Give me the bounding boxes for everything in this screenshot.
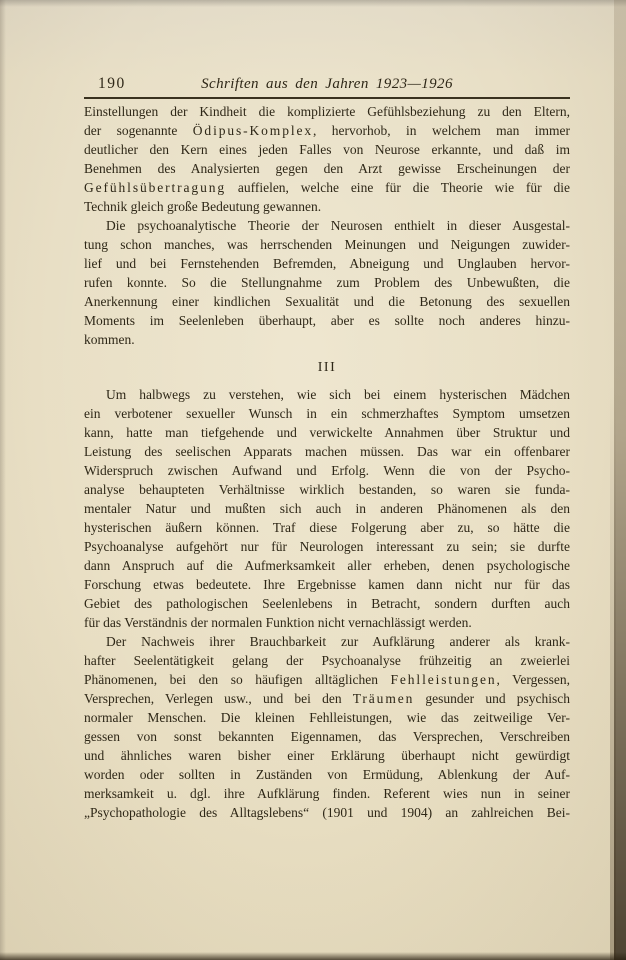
text-line: Anerkennung einer kindlichen Sexualität und die Betonung des sexuellen (84, 294, 570, 309)
text-line: Phänomenen, bei den so häufigen alltäglichen Fehlleistungen, Vergessen, (84, 672, 570, 687)
text-line: Gefühlsübertragung auffielen, welche eine für die Theorie wie für die (84, 180, 570, 195)
text-line: Gebiet des pathologischen Seelenlebens in Betracht, sondern durften auch (84, 596, 570, 611)
text-line: hafter Seelentätigkeit gelang der Psychoanalyse frühzeitig an zweierlei (84, 653, 570, 668)
text-line: Forschung etwas bedeutete. Ihre Ergebnisse kamen dann nicht nur für das (84, 577, 570, 592)
scan-edge-right-shadow (610, 384, 616, 960)
paragraph (84, 102, 570, 216)
text-line: Einstellungen der Kindheit die komplizierte Gefühlsbeziehung zu den Eltern, (84, 104, 570, 119)
page-number: 190 (98, 75, 126, 92)
running-header-title: Schriften aus den Jahren 1923—1926 (201, 76, 453, 92)
text-line: merksamkeit u. dgl. ihre Aufklärung finden. Referent wies nun in seiner (84, 786, 570, 801)
text-line: mentaler Natur und mußten sich auch in anderen Phänomenen als den (84, 501, 570, 516)
text-line: Psychoanalyse aufgehört nur für Neurologen interessant zu sein; sie durfte (84, 539, 570, 554)
scan-edge-left (0, 0, 6, 960)
text-line: deutlicher den Kern eines jeden Falles von Neurose erkannte, und daß im (84, 142, 570, 157)
running-header (84, 74, 570, 99)
text-line: und ähnliches waren bisher einer Erklärung überhaupt nicht gewürdigt (84, 748, 570, 763)
text-line: für das Verständnis der normalen Funktion nicht vernachlässigt werden. (84, 615, 472, 630)
text-line: Die psychoanalytische Theorie der Neurosen enthielt in dieser Ausgestal- (106, 218, 570, 233)
text-line: Benehmen des Analysierten gegen den Arzt gewisse Erscheinungen der (84, 161, 570, 176)
text-line: tung schon manches, was herrschenden Meinungen und Neigungen zuwider- (84, 237, 570, 252)
text-line: Der Nachweis ihrer Brauchbarkeit zur Aufklärung anderer als krank- (106, 634, 570, 649)
text-line: kann, hatte man tiefgehende und verwickelte Annahmen über Struktur und (84, 425, 570, 440)
text-line: normaler Menschen. Die kleinen Fehlleistungen, wie das zeitweilige Ver- (84, 710, 570, 725)
scan-edge-bottom (0, 952, 626, 960)
paragraph (84, 385, 570, 632)
letterspaced-word: Gefühlsübertragung (84, 180, 226, 195)
letterspaced-word: Träumen (352, 691, 415, 706)
text-line: Leistung des seelischen Apparats machen müssen. Das war ein offenbarer (84, 444, 570, 459)
text-line: gessen von sonst bekannten Eigennamen, das Versprechen, Verschreiben (84, 729, 570, 744)
text-line: Moments im Seelenleben überhaupt, aber es sollte noch anderes hinzu- (84, 313, 570, 328)
text-line: hysterischen äußern können. Traf diese Folgerung aber zu, so hätte die (84, 520, 570, 535)
paragraph (84, 216, 570, 349)
text-line: lief und bei Fernstehenden Befremden, Abneigung und Unglauben hervor- (84, 256, 570, 271)
letterspaced-word: Ödipus-Komplex (192, 123, 313, 138)
text-line: kommen. (84, 332, 135, 347)
text-line: analyse behaupteten Verhältnisse wirklich bestanden, so waren sie funda- (84, 482, 570, 497)
paragraph (84, 632, 570, 822)
text-line: rufen konnte. So die Stellungnahme zum Problem des Unbewußten, die (84, 275, 570, 290)
text-line: ein verbotener sexueller Wunsch in ein schmerzhaftes Symptom umsetzen (84, 406, 570, 421)
text-line: Technik gleich große Bedeutung gewannen. (84, 199, 322, 214)
section-heading: III (317, 360, 337, 375)
text-line: der sogenannte Ödipus-Komplex, hervorhob, in welchem man immer (84, 123, 570, 138)
scan-edge-top (0, 0, 626, 7)
text-line: Versprechen, Verlegen usw., und bei den Träumen gesunder und psychisch (84, 691, 570, 706)
page-body-text (84, 102, 570, 822)
text-line: Widerspruch zwischen Aufwand und Erfolg. Wenn die von der Psycho- (84, 463, 570, 478)
letterspaced-word: Fehlleistungen (390, 672, 497, 687)
text-line: „Psychopathologie des Alltagslebens“ (1901 und 1904) an zahlreichen Bei- (84, 805, 570, 820)
text-line: dann Anspruch auf die Aufmerksamkeit aller erheben, denen psychologische (84, 558, 570, 573)
text-line: worden oder sollten in Zuständen von Ermüdung, Ablenkung der Auf- (84, 767, 570, 782)
text-line: Um halbwegs zu verstehen, wie sich bei einem hysterischen Mädchen (106, 387, 570, 402)
